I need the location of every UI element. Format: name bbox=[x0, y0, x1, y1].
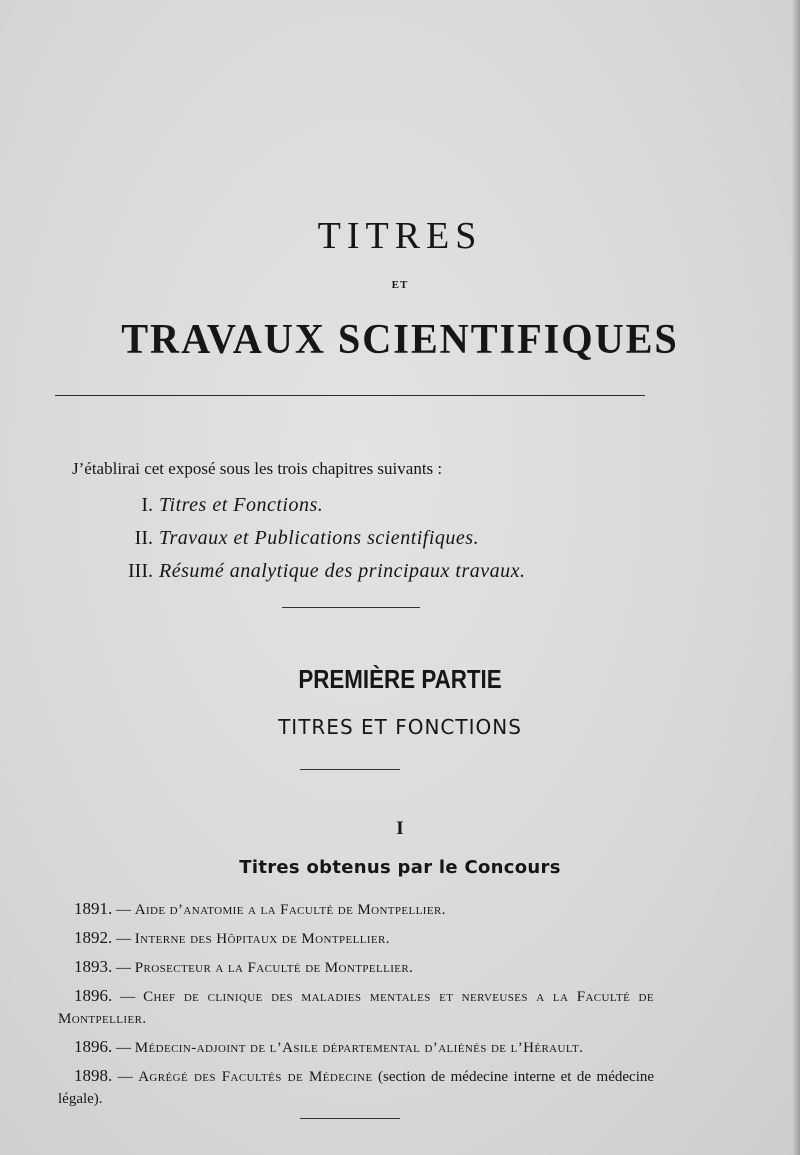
entry-dash: — bbox=[120, 989, 136, 1005]
entry-dash: — bbox=[117, 1069, 133, 1085]
entry-year: 1893. bbox=[74, 957, 113, 976]
part-subtitle: TITRES ET FONCTIONS bbox=[278, 715, 522, 739]
entry-year: 1896. bbox=[74, 1037, 113, 1056]
entry-dash: — bbox=[116, 931, 131, 947]
section-divider bbox=[300, 769, 400, 770]
entry-dash: — bbox=[116, 960, 131, 976]
section-title: Titres obtenus par le Concours bbox=[239, 857, 561, 878]
list-item bbox=[58, 1065, 654, 1110]
part-title: PREMIÈRE PARTIE bbox=[298, 664, 502, 694]
entry-text: Chef de clinique des maladies mentales et nerveuses a la Faculté de Montpellier. bbox=[58, 989, 655, 1027]
chapter-number: I. bbox=[141, 494, 153, 516]
entry-year: 1892. bbox=[74, 928, 113, 947]
chapter-item bbox=[105, 560, 526, 593]
chapter-number: II. bbox=[134, 527, 153, 549]
page-edge-shadow bbox=[792, 0, 800, 1155]
entry-text-continued: (section de médecine interne et de médecine légale). bbox=[58, 1069, 655, 1107]
chapter-title: Titres et Fonctions. bbox=[159, 494, 324, 516]
list-item bbox=[58, 985, 654, 1030]
chapter-number: III. bbox=[128, 560, 153, 582]
entry-list bbox=[58, 898, 654, 1116]
intro-text: J’établirai cet exposé sous les trois chapitres suivants : bbox=[72, 459, 443, 478]
list-item bbox=[58, 898, 654, 921]
entry-text: Prosecteur a la Faculté de Montpellier. bbox=[134, 960, 414, 976]
section-divider bbox=[300, 1118, 400, 1119]
chapter-title: Travaux et Publications scientifiques. bbox=[159, 527, 480, 549]
chapter-list bbox=[105, 494, 526, 593]
entry-year: 1898. bbox=[74, 1066, 113, 1085]
title: TITRES bbox=[317, 215, 483, 257]
title-divider bbox=[55, 395, 645, 396]
list-item bbox=[58, 956, 654, 979]
title-conjunction: ET bbox=[391, 279, 409, 291]
subtitle: TRAVAUX SCIENTIFIQUES bbox=[121, 317, 679, 363]
entry-year: 1896. bbox=[74, 986, 113, 1005]
chapter-title: Résumé analytique des principaux travaux. bbox=[159, 560, 526, 582]
list-item bbox=[58, 1036, 654, 1059]
entry-text: Médecin-adjoint de l’Asile départemental d’aliénés de l’Hérault. bbox=[134, 1040, 584, 1056]
section-number: I bbox=[396, 818, 404, 839]
entry-dash: — bbox=[116, 902, 131, 918]
entry-dash: — bbox=[116, 1040, 131, 1056]
list-item bbox=[58, 927, 654, 950]
entry-year: 1891. bbox=[74, 899, 113, 918]
entry-text: Agrégé des Facultés de Médecine bbox=[138, 1069, 373, 1085]
entry-text: Aide d’anatomie a la Faculté de Montpellier. bbox=[134, 902, 446, 918]
entry-text: Interne des Hôpitaux de Montpellier. bbox=[134, 931, 390, 947]
chapter-item bbox=[105, 494, 526, 527]
chapter-item bbox=[105, 527, 526, 560]
section-divider bbox=[282, 607, 420, 608]
